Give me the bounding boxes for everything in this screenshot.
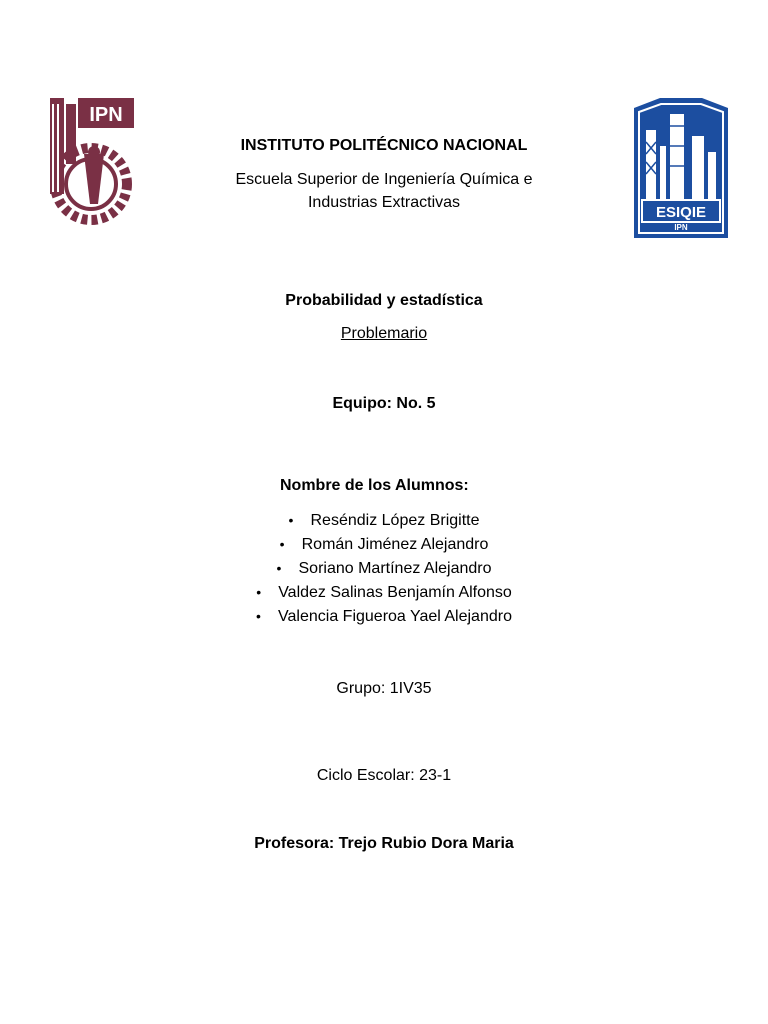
bullet-icon: • xyxy=(288,512,294,528)
ipn-logo-icon xyxy=(44,94,138,230)
subject-title: Probabilidad y estadística xyxy=(285,292,483,309)
team-number: Equipo: No. 5 xyxy=(332,395,436,412)
group-label: Grupo: 1IV35 xyxy=(336,680,432,697)
list-item xyxy=(0,508,768,532)
list-item xyxy=(0,556,768,580)
student-name: Valdez Salinas Benjamín Alfonso xyxy=(278,584,512,601)
bullet-icon: • xyxy=(276,560,282,576)
esiqie-logo-ipn-text: IPN xyxy=(674,223,688,232)
student-name: Soriano Martínez Alejandro xyxy=(298,560,492,577)
student-list xyxy=(0,508,768,628)
esiqie-logo-icon xyxy=(630,96,732,240)
list-item xyxy=(0,580,768,604)
school-cycle: Ciclo Escolar: 23-1 xyxy=(316,767,452,784)
list-item xyxy=(0,532,768,556)
bullet-icon: • xyxy=(256,608,261,624)
bullet-icon: • xyxy=(256,584,262,600)
esiqie-logo-text: ESIQIE xyxy=(655,204,707,221)
ipn-logo-text: IPN xyxy=(89,104,123,126)
student-name: Valencia Figueroa Yael Alejandro xyxy=(278,608,512,625)
school-name: Escuela Superior de Ingeniería Química e Industrias Extractivas xyxy=(235,171,533,211)
institute-name: INSTITUTO POLITÉCNICO NACIONAL xyxy=(240,137,528,154)
student-name: Reséndiz López Brigitte xyxy=(310,512,480,529)
document-type: Problemario xyxy=(340,325,428,342)
bullet-icon: • xyxy=(279,536,285,552)
students-title: Nombre de los Alumnos: xyxy=(280,477,469,494)
teacher-name: Profesora: Trejo Rubio Dora Maria xyxy=(254,835,514,852)
student-name: Román Jiménez Alejandro xyxy=(301,536,489,553)
list-item xyxy=(0,604,768,628)
